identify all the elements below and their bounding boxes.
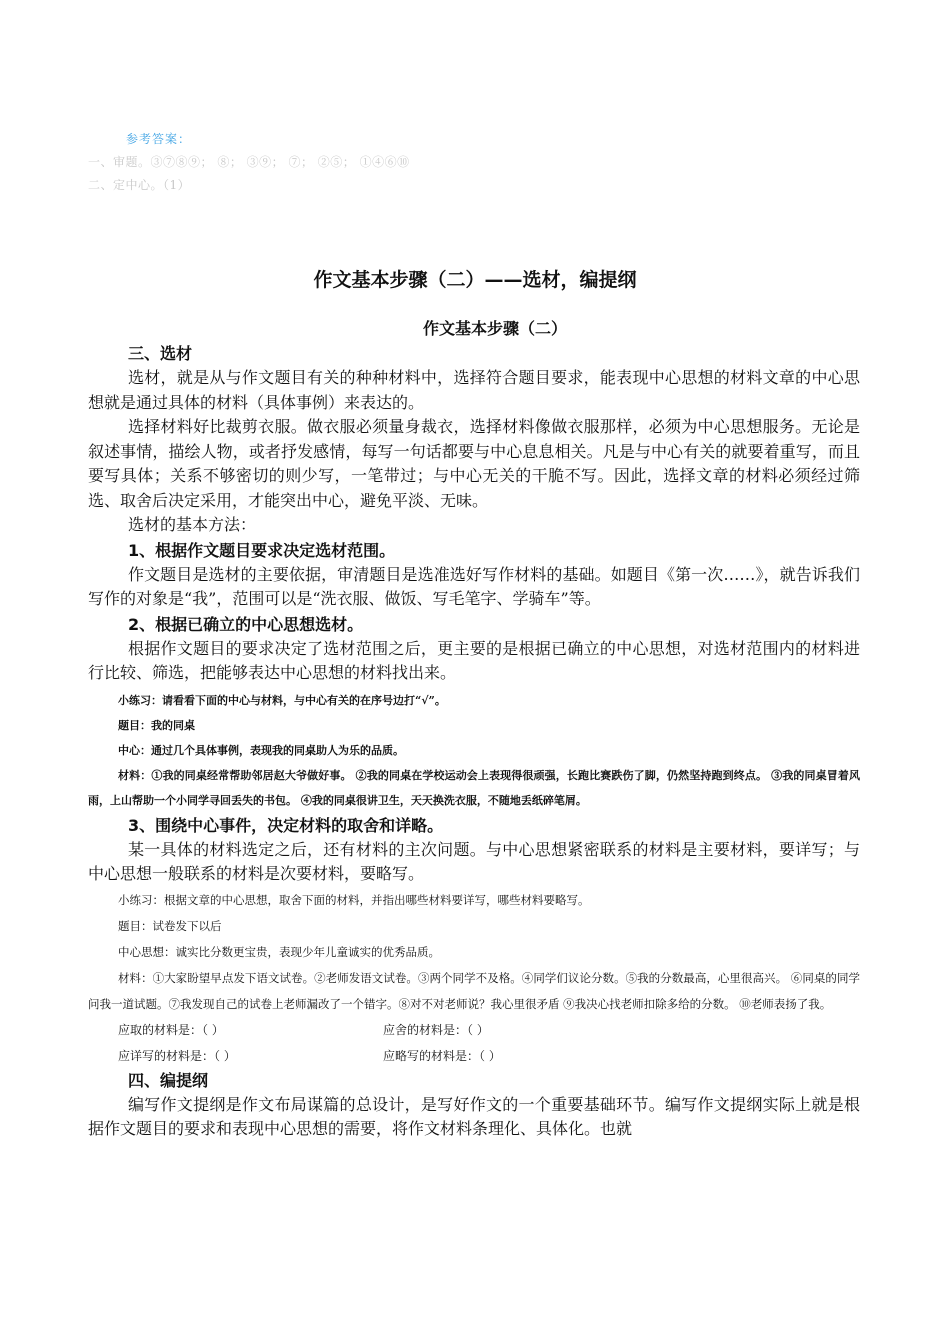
exercise-1-center: 中心：通过几个具体事例，表现我的同桌助人为乐的品质。: [118, 743, 404, 757]
paragraph: 编写作文提纲是作文布局谋篇的总设计，是写好作文的一个重要基础环节。编写作文提纲实际上就是根据作文题目的要求和表现中心思想的需要，将作文材料条理化、具体化。也就: [88, 1094, 860, 1138]
paragraph: 选择材料好比裁剪衣服。做衣服必须量身裁衣，选择材料像做衣服那样，必须为中心思想服务。无论是叙述事情，描绘人物，或者抒发感情，每写一句话都要与中心息息相关。凡是与中心有关的就要着重写，而且要写具体；关系不够密切的则少写，一笔带过；与中心无关的干脆不写。因此，选择文章的材料必须经过筛选、取舍后决定采用，才能突出中心，避免平淡、无味。: [88, 417, 860, 510]
paragraph: 选材，就是从与作文题目有关的种种材料中，选择符合题目要求，能表现中心思想的材料文章的中心思想就是通过具体的材料（具体事例）来表达的。: [88, 368, 860, 412]
paragraph: 选材的基本方法：: [128, 515, 257, 534]
fill-row-take-drop: [88, 1017, 860, 1043]
document-subtitle: 作文基本步骤（二）: [422, 319, 567, 338]
exercise-1-materials: 材料：①我的同桌经常帮助邻居赵大爷做好事。 ②我的同桌在学校运动会上表现得很顽强，长跑比赛跌伤了脚，仍然坚持跑到终点。 ③我的同桌冒着风雨，上山帮助一个小同学寻回丢失的书包。 ④我的同桌很讲卫生，天天换洗衣服，不随地丢纸碎笔屑。: [88, 768, 860, 807]
section-heading-material-selection: 三、选材: [128, 344, 193, 363]
document-body: [88, 342, 860, 1142]
answer-line-1: 一、审题。③⑦⑧⑨； ⑧； ③⑨； ⑦； ②⑤； ①④⑥⑩: [88, 155, 410, 169]
fill-drop[interactable]: 应舍的材料是：（ ）: [383, 1022, 489, 1037]
answer-line-2: 二、定中心。（1）: [88, 178, 191, 192]
section-heading-outline: 四、编提纲: [128, 1070, 209, 1090]
paragraph: 根据作文题目的要求决定了选材范围之后，更主要的是根据已确立的中心思想，对选材范围内的材料进行比较、筛选，把能够表达中心思想的材料找出来。: [88, 638, 860, 682]
method-heading-2: 2、根据已确立的中心思想选材。: [128, 614, 364, 634]
paragraph: 某一具体的材料选定之后，还有材料的主次问题。与中心思想紧密联系的材料是主要材料，要详写；与中心思想一般联系的材料是次要材料，要略写。: [88, 839, 860, 883]
fill-brief[interactable]: 应略写的材料是：（ ）: [383, 1048, 501, 1063]
exercise-2-topic: 题目：试卷发下以后: [118, 918, 222, 933]
fill-detail[interactable]: 应详写的材料是：（ ）: [118, 1048, 236, 1063]
exercise-2-materials: 材料：①大家盼望早点发下语文试卷。②老师发语文试卷。③两个同学不及格。④同学们议论分数。⑤我的分数最高，心里很高兴。 ⑥同桌的同学问我一道试题。⑦我发现自己的试卷上老师漏改了一个错字。⑧对不对老师说？我心里很矛盾 ⑨我决心找老师扣除多给的分数。 ⑩老师表扬了我。: [88, 970, 860, 1011]
exercise-2-intro: 小练习：根据文章的中心思想，取舍下面的材料，并指出哪些材料要详写，哪些材料要略写。: [118, 892, 590, 907]
exercise-1-topic: 题目：我的同桌: [118, 718, 195, 732]
fill-take[interactable]: 应取的材料是：（ ）: [118, 1022, 224, 1037]
exercise-1-intro: 小练习：请看看下面的中心与材料，与中心有关的在序号边打“√”。: [118, 693, 446, 707]
document-title: 作文基本步骤（二）——选材，编提纲: [313, 269, 637, 291]
method-heading-3: 3、围绕中心事件，决定材料的取舍和详略。: [128, 815, 444, 835]
method-heading-1: 1、根据作文题目要求决定选材范围。: [128, 540, 396, 560]
paragraph: 作文题目是选材的主要依据，审清题目是选准选好写作材料的基础。如题目《第一次……》，就告诉我们写作的对象是“我”，范围可以是“洗衣服、做饭、写毛笔字、学骑车”等。: [88, 564, 860, 608]
answer-key-title: 参考答案：: [126, 132, 192, 146]
fill-row-detail-brief: [88, 1043, 860, 1069]
answer-key: [88, 128, 410, 197]
exercise-2-center: 中心思想：诚实比分数更宝贵，表现少年儿童诚实的优秀品质。: [118, 944, 440, 959]
